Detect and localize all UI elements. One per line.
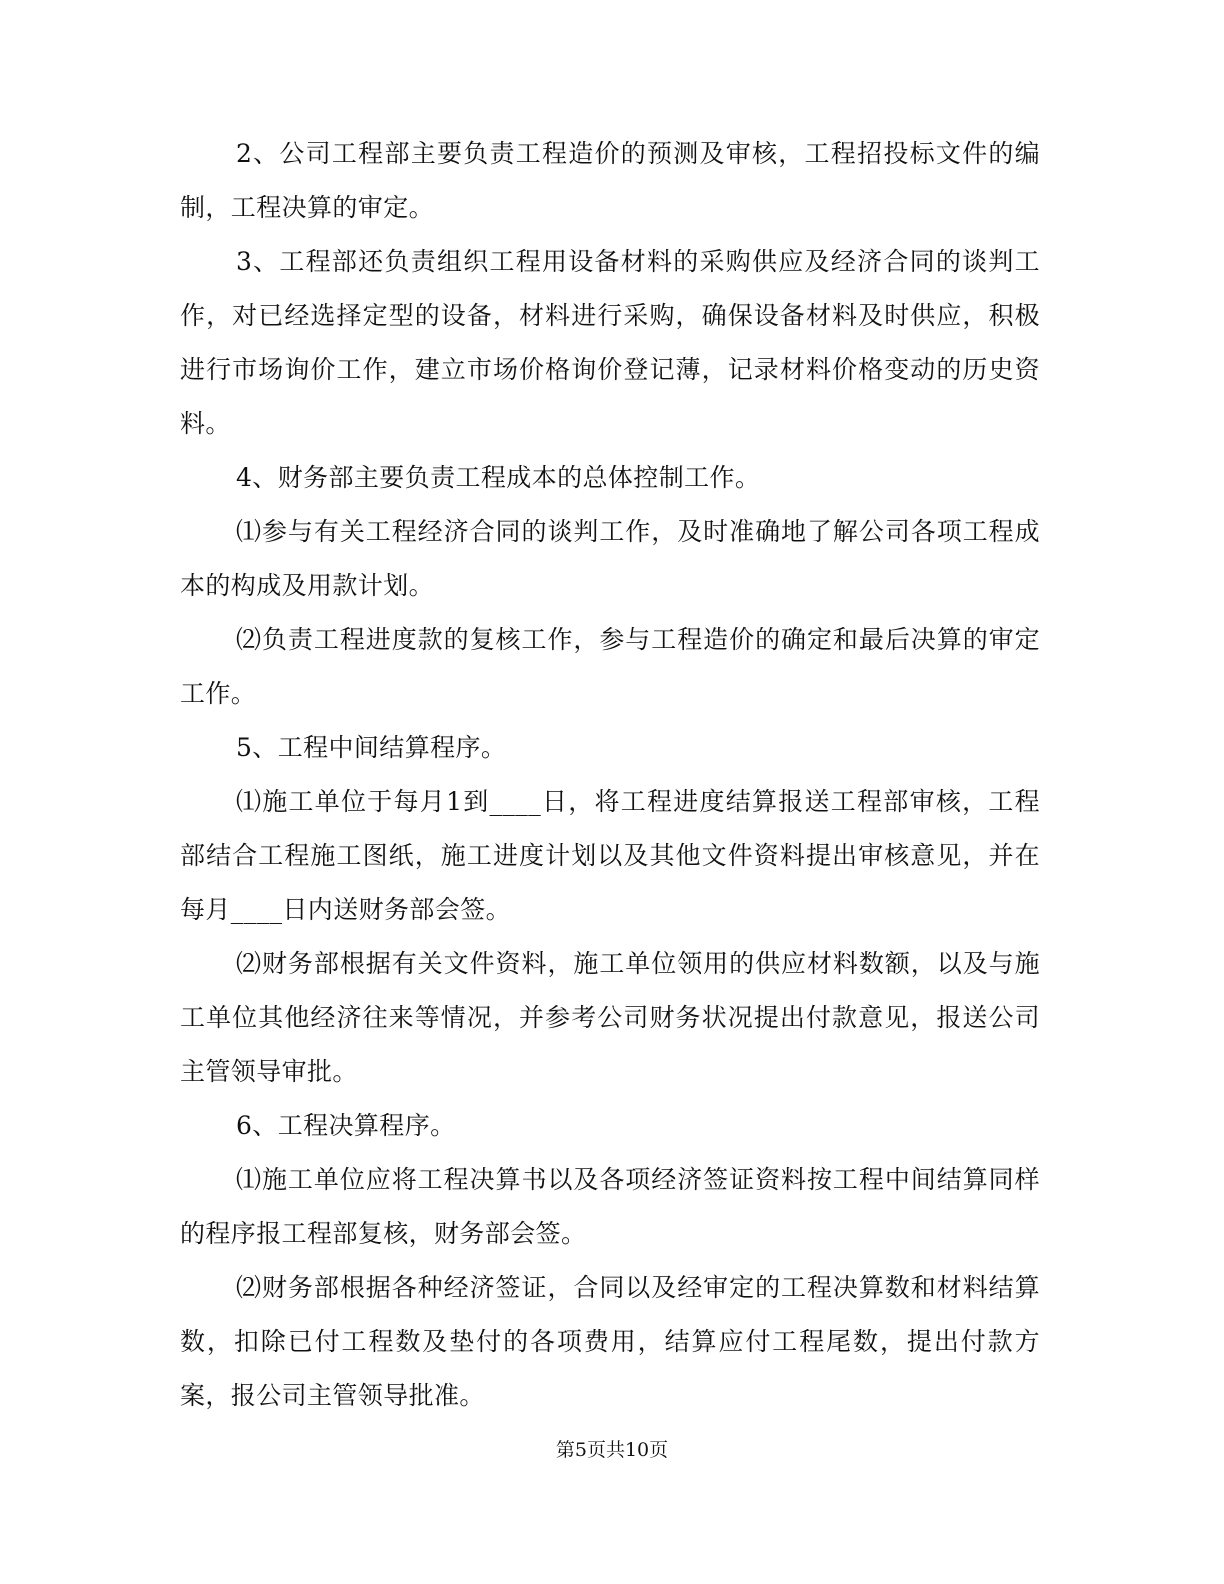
document-body	[180, 127, 1040, 1423]
paragraph-4-item-2: ⑵负责工程进度款的复核工作，参与工程造价的确定和最后决算的审定工作。	[180, 625, 1040, 708]
paragraph-2: 2、公司工程部主要负责工程造价的预测及审核，工程招投标文件的编制，工程决算的审定。	[180, 139, 1040, 222]
paragraph-6-item-2: ⑵财务部根据各种经济签证，合同以及经审定的工程决算数和材料结算数，扣除已付工程数及垫付的各项费用，结算应付工程尾数，提出付款方案，报公司主管领导批准。	[180, 1273, 1040, 1410]
paragraph-3: 3、工程部还负责组织工程用设备材料的采购供应及经济合同的谈判工作，对已经选择定型的设备，材料进行采购，确保设备材料及时供应，积极进行市场询价工作，建立市场价格询价登记薄，记录材料价格变动的历史资料。	[180, 247, 1040, 438]
paragraph-5-item-2: ⑵财务部根据有关文件资料，施工单位领用的供应材料数额，以及与施工单位其他经济往来等情况，并参考公司财务状况提出付款意见，报送公司主管领导审批。	[180, 949, 1040, 1086]
page-number-footer: 第5页共10页	[555, 1439, 669, 1461]
paragraph-6-item-1: ⑴施工单位应将工程决算书以及各项经济签证资料按工程中间结算同样的程序报工程部复核，财务部会签。	[180, 1165, 1040, 1248]
paragraph-5-item-1: ⑴施工单位于每月1到____日，将工程进度结算报送工程部审核，工程部结合工程施工图纸，施工进度计划以及其他文件资料提出审核意见，并在每月____日内送财务部会签。	[180, 787, 1040, 924]
paragraph-4-item-1: ⑴参与有关工程经济合同的谈判工作，及时准确地了解公司各项工程成本的构成及用款计划。	[180, 517, 1040, 600]
paragraph-4: 4、财务部主要负责工程成本的总体控制工作。	[236, 463, 761, 492]
paragraph-5: 5、工程中间结算程序。	[236, 733, 507, 762]
paragraph-6: 6、工程决算程序。	[236, 1111, 456, 1140]
